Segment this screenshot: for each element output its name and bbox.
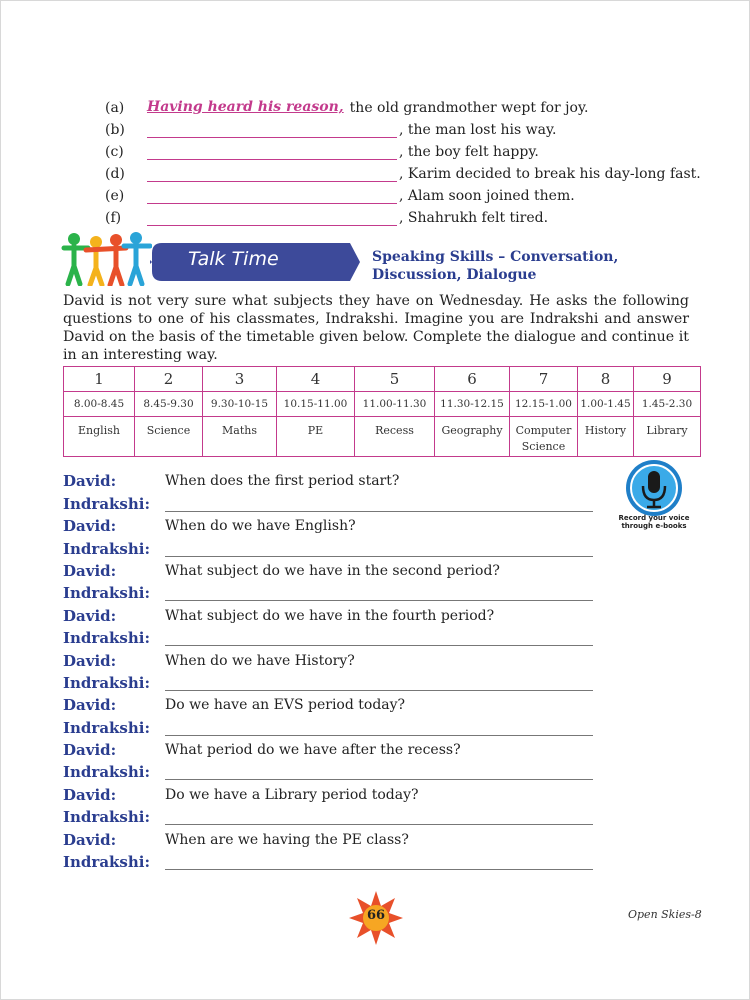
timetable-cell: Geography <box>435 417 510 457</box>
dialogue-answer-row <box>63 761 603 783</box>
timetable-cell: PE <box>277 417 355 457</box>
speaker-indrakshi: Indrakshi: <box>63 539 151 558</box>
dialogue-question-row <box>63 470 603 492</box>
dialogue-question: When does the first period start? <box>165 473 400 490</box>
speaker-indrakshi: Indrakshi: <box>63 763 151 782</box>
speaker-david: David: <box>63 741 117 760</box>
dialogue-answer-row <box>63 851 603 873</box>
exercise-letter: (a) <box>105 100 125 116</box>
timetable-cell: 5 <box>355 367 435 392</box>
speaker-david: David: <box>63 561 117 580</box>
timetable-cell: History <box>578 417 634 457</box>
exercise-letter: (f) <box>105 210 122 226</box>
answer-line[interactable] <box>165 735 593 736</box>
answer-line[interactable] <box>165 600 593 601</box>
exercise-item <box>105 160 705 182</box>
answer-line[interactable] <box>165 556 593 557</box>
speaking-skills-heading <box>372 248 618 284</box>
timetable-cell: 1.45-2.30 <box>634 392 701 417</box>
dialogue <box>63 470 603 873</box>
dialogue-question-row <box>63 560 603 582</box>
dialogue-question: Do we have an EVS period today? <box>165 697 406 714</box>
timetable-cell: Recess <box>355 417 435 457</box>
book-title: Open Skies-8 <box>628 908 702 921</box>
dialogue-question: When do we have History? <box>165 652 355 669</box>
timetable-cell: 8.00-8.45 <box>64 392 135 417</box>
speaker-indrakshi: Indrakshi: <box>63 629 151 648</box>
dialogue-question: When do we have English? <box>165 518 356 535</box>
timetable-cell: 6 <box>435 367 510 392</box>
dialogue-answer-row <box>63 492 603 514</box>
timetable-cell: Computer Science <box>510 417 578 457</box>
timetable-cell: 1 <box>64 367 135 392</box>
speaker-david: David: <box>63 830 117 849</box>
dialogue-answer-row <box>63 806 603 828</box>
dialogue-question: What period do we have after the recess? <box>165 742 461 759</box>
kids-holding-hands-icon <box>60 230 152 286</box>
timetable <box>63 366 701 457</box>
dialogue-question: When are we having the PE class? <box>165 831 409 848</box>
dialogue-answer-row <box>63 582 603 604</box>
speaker-indrakshi: Indrakshi: <box>63 494 151 513</box>
timetable-cell: 11.30-12.15 <box>435 392 510 417</box>
dialogue-question-row <box>63 739 603 761</box>
timetable-cell: 12.15-1.00 <box>510 392 578 417</box>
timetable-cell: 1.00-1.45 <box>578 392 634 417</box>
exercise-letter: (b) <box>105 122 125 138</box>
exercise-blank[interactable] <box>147 186 397 204</box>
timetable-cell: 4 <box>277 367 355 392</box>
answer-line[interactable] <box>165 645 593 646</box>
exercise-text: , the man lost his way. <box>399 122 557 138</box>
dialogue-question-row <box>63 515 603 537</box>
exercise-text: , the boy felt happy. <box>399 144 539 160</box>
timetable-cell: 11.00-11.30 <box>355 392 435 417</box>
dialogue-answer-row <box>63 537 603 559</box>
microphone-icon[interactable] <box>624 458 684 518</box>
exercise-text: , Alam soon joined them. <box>399 188 575 204</box>
exercise-blank[interactable] <box>147 120 397 138</box>
timetable-cell: 2 <box>135 367 203 392</box>
dialogue-question: What subject do we have in the second period? <box>165 562 500 579</box>
timetable-cell: 10.15-11.00 <box>277 392 355 417</box>
exercise-text: the old grandmother wept for joy. <box>349 100 589 116</box>
speaker-david: David: <box>63 651 117 670</box>
speaker-david: David: <box>63 785 117 804</box>
answer-line[interactable] <box>165 824 593 825</box>
dialogue-question-row <box>63 649 603 671</box>
speaker-david: David: <box>63 472 117 491</box>
answer-line[interactable] <box>165 690 593 691</box>
dialogue-question-row <box>63 694 603 716</box>
timetable-cell: Library <box>634 417 701 457</box>
exercise-item <box>105 116 705 138</box>
dialogue-question-row <box>63 604 603 626</box>
exercise-text: , Karim decided to break his day-long fast. <box>399 166 701 182</box>
dialogue-answer-row <box>63 627 603 649</box>
mic-caption <box>606 514 702 530</box>
speaker-indrakshi: Indrakshi: <box>63 673 151 692</box>
exercise-text: , Shahrukh felt tired. <box>399 210 549 226</box>
speaker-indrakshi: Indrakshi: <box>63 718 151 737</box>
timetable-cell: 7 <box>510 367 578 392</box>
speaker-david: David: <box>63 517 117 536</box>
timetable-cell: 9 <box>634 367 701 392</box>
timetable-cell: English <box>64 417 135 457</box>
answer-line[interactable] <box>165 779 593 780</box>
exercise-list <box>105 94 705 226</box>
speaker-indrakshi: Indrakshi: <box>63 808 151 827</box>
dialogue-question: Do we have a Library period today? <box>165 786 419 803</box>
dialogue-question-row <box>63 828 603 850</box>
dialogue-answer-row <box>63 672 603 694</box>
timetable-cell: 8.45-9.30 <box>135 392 203 417</box>
timetable-row-periods <box>64 367 701 392</box>
speaker-david: David: <box>63 696 117 715</box>
timetable-cell: 8 <box>578 367 634 392</box>
answer-line[interactable] <box>165 511 593 512</box>
page-number: 66 <box>366 908 386 923</box>
timetable-cell: Maths <box>203 417 277 457</box>
mic-caption-line-2: through e-books <box>621 522 687 530</box>
dialogue-question-row <box>63 783 603 805</box>
timetable-cell: Science <box>135 417 203 457</box>
exercise-letter: (e) <box>105 188 125 204</box>
timetable-cell: 3 <box>203 367 277 392</box>
speaker-indrakshi: Indrakshi: <box>63 584 151 603</box>
exercise-letter: (d) <box>105 166 125 182</box>
exercise-item <box>105 204 705 226</box>
exercise-blank[interactable] <box>147 142 397 160</box>
exercise-item <box>105 138 705 160</box>
answer-line[interactable] <box>165 869 593 870</box>
exercise-blank[interactable] <box>147 208 397 226</box>
exercise-answer: Having heard his reason, <box>147 99 344 115</box>
dialogue-answer-row <box>63 716 603 738</box>
exercise-blank[interactable] <box>147 164 397 182</box>
speaker-david: David: <box>63 606 117 625</box>
skills-line-1: Speaking Skills – Conversation, <box>372 249 619 265</box>
talk-time-label: Talk Time <box>188 248 279 270</box>
mic-caption-line-1: Record your voice <box>618 514 690 522</box>
exercise-letter: (c) <box>105 144 124 160</box>
intro-paragraph: David is not very sure what subjects they have on Wednesday. He asks the following questions to one of his classmates, Indrakshi. Imagine you are Indrakshi and answer David on the basis of the timetable given below. Complete the dialogue and continue it in an interesting way. <box>63 293 689 363</box>
timetable-row-subjects <box>64 417 701 457</box>
timetable-row-times <box>64 392 701 417</box>
exercise-item <box>105 94 705 116</box>
speaker-indrakshi: Indrakshi: <box>63 853 151 872</box>
timetable-cell: 9.30-10-15 <box>203 392 277 417</box>
dialogue-question: What subject do we have in the fourth period? <box>165 607 495 624</box>
skills-line-2: Discussion, Dialogue <box>372 267 537 283</box>
exercise-item <box>105 182 705 204</box>
